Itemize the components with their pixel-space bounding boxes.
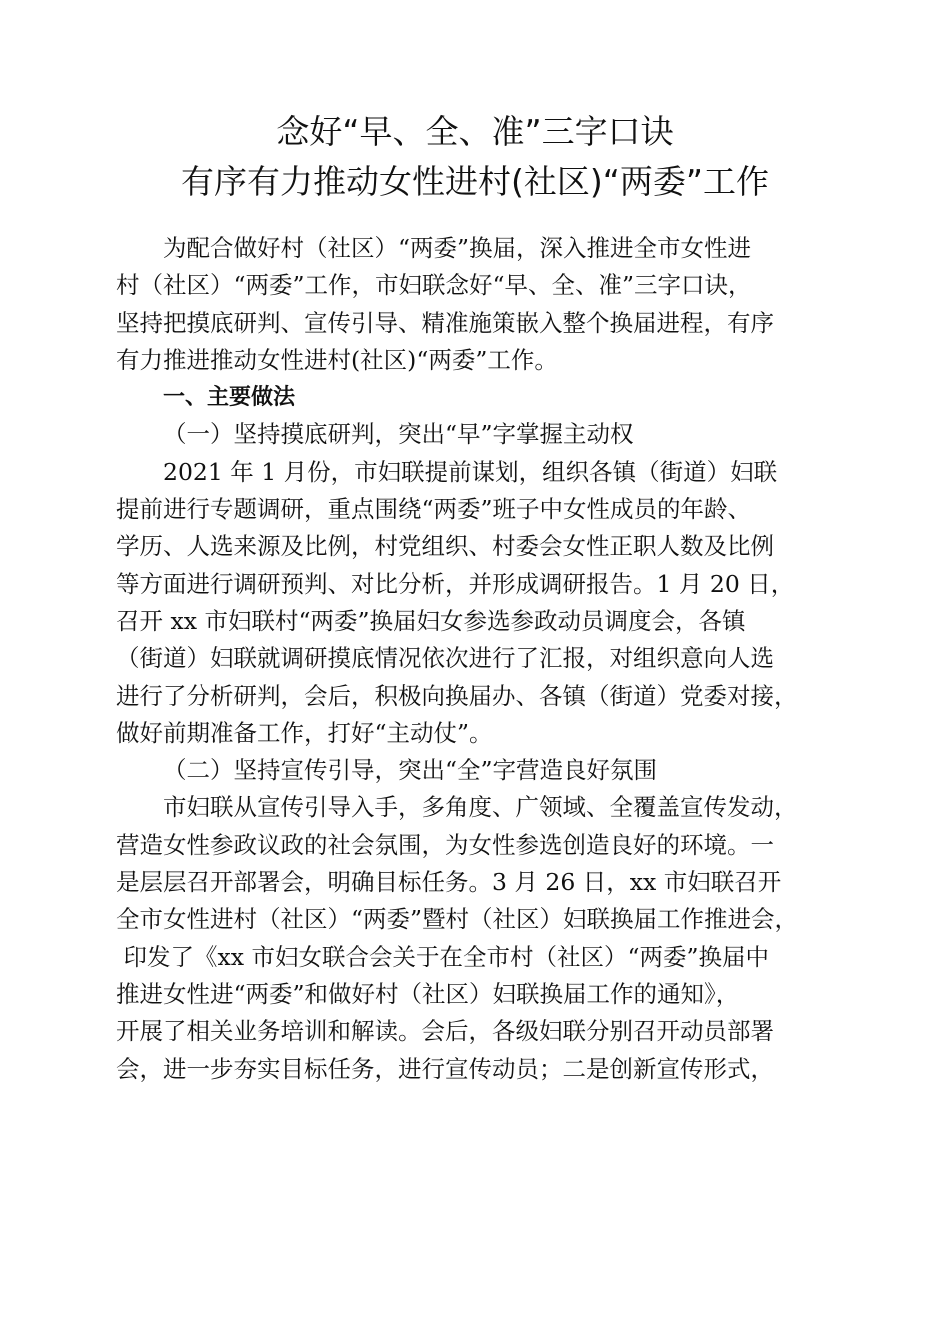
body-line: 印发了《xx 市妇女联合会关于在全市村（社区）“两委”换届中 (116, 942, 769, 971)
body-line: 学历、人选来源及比例，村党组织、村委会女性正职人数及比例 (116, 532, 774, 561)
document-title-line-1: 念好“早、全、准”三字口诀 (276, 112, 674, 151)
section-heading: 一、主要做法 (163, 385, 296, 411)
body-line: 营造女性参政议政的社会氛围，为女性参选创造良好的环境。一 (116, 830, 774, 859)
body-line: 提前进行专题调研，重点围绕“两委”班子中女性成员的年龄、 (116, 495, 752, 524)
body-line: 村（社区）“两委”工作，市妇联念好“早、全、准”三字口诀， (116, 271, 752, 300)
body-line: 进行了分析研判，会后，积极向换届办、各镇（街道）党委对接， (116, 681, 798, 710)
body-line: 市妇联从宣传引导入手，多角度、广领域、全覆盖宣传发动， (163, 793, 798, 822)
document-title-line-2: 有序有力推动女性进村(社区)“两委”工作 (181, 162, 769, 201)
document-body (116, 230, 862, 1088)
body-line: 有力推进推动女性进村(社区)“两委”工作。 (116, 345, 558, 374)
subsection-heading: （一）坚持摸底研判，突出“早”字掌握主动权 (163, 420, 634, 449)
body-line: （街道）妇联就调研摸底情况依次进行了汇报，对组织意向人选 (116, 644, 774, 673)
body-line: 开展了相关业务培训和解读。会后，各级妇联分别召开动员部署 (116, 1017, 774, 1046)
body-line: 会，进一步夯实目标任务，进行宣传动员；二是创新宣传形式， (116, 1054, 774, 1083)
body-line: 推进女性进“两委”和做好村（社区）妇联换届工作的通知》， (116, 979, 740, 1008)
subsection-heading: （二）坚持宣传引导，突出“全”字营造良好氛围 (163, 756, 658, 785)
body-line: 召开 xx 市妇联村“两委”换届妇女参选参政动员调度会，各镇 (116, 606, 746, 635)
body-line: 坚持把摸底研判、宣传引导、精准施策嵌入整个换届进程，有序 (116, 308, 774, 337)
body-line: 全市女性进村（社区）“两委”暨村（社区）妇联换届工作推进会， (116, 905, 799, 934)
body-line: 为配合做好村（社区）“两委”换届，深入推进全市女性进 (163, 234, 752, 262)
body-line: 是层层召开部署会，明确目标任务。3 月 26 日，xx 市妇联召开 (116, 868, 782, 897)
body-line: 2021 年 1 月份，市妇联提前谋划，组织各镇（街道）妇联 (163, 457, 778, 486)
body-line: 做好前期准备工作，打好“主动仗”。 (116, 718, 493, 747)
body-line: 等方面进行调研预判、对比分析，并形成调研报告。1 月 20 日， (116, 569, 795, 598)
